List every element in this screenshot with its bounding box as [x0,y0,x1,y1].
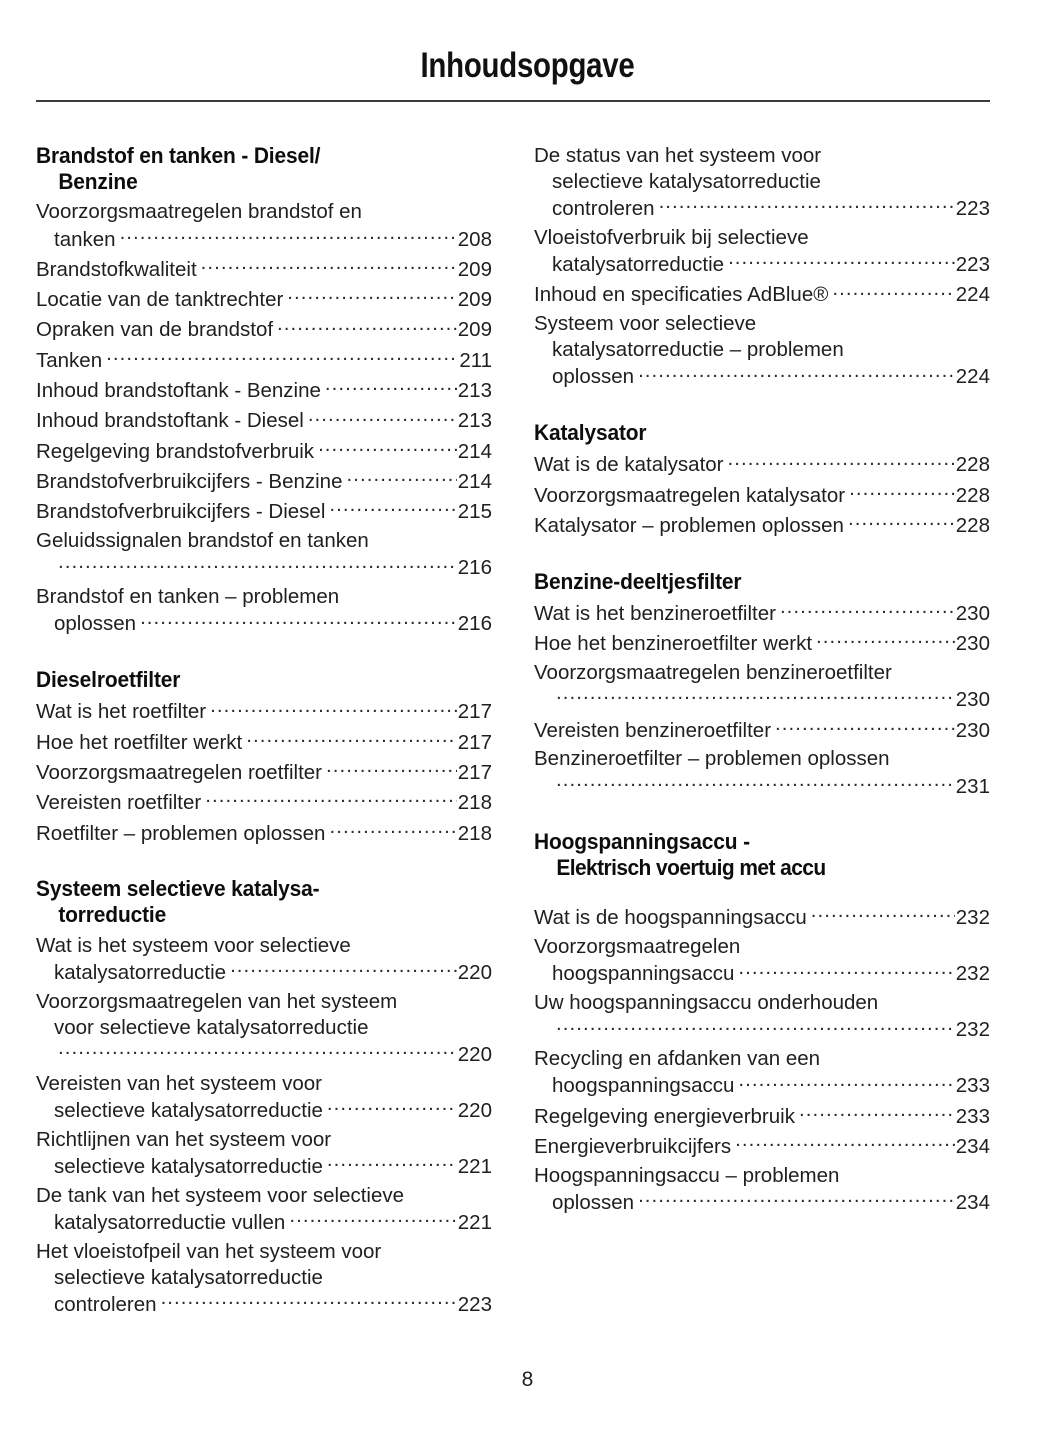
toc-entry-label: Wat is het roetfilter [36,700,207,724]
dot-leader [205,789,457,810]
section-heading-continuation: Benzine [58,168,138,194]
toc-entry-page-number: 217 [457,730,492,754]
dot-leader [347,467,457,488]
dot-leader [811,904,955,925]
dot-leader [816,630,955,651]
toc-entry-page-number: 220 [457,1098,492,1122]
toc-entry[interactable] [534,281,990,308]
toc-entry[interactable] [36,498,492,525]
toc-entry-page-number: 232 [955,962,990,986]
toc-entry-label: Regelgeving brandstofverbruik [36,439,315,463]
dot-leader [775,716,955,737]
toc-section [534,829,990,1216]
toc-entry-label: Systeem voor selectieve [534,312,757,336]
toc-entry-page-number: 218 [457,821,492,845]
toc-entry-label: Brandstofverbruikcijfers - Diesel [36,500,326,524]
toc-entry[interactable] [36,584,492,637]
toc-entry[interactable] [534,1102,990,1129]
dot-leader [327,1096,457,1117]
toc-entry[interactable] [36,528,492,581]
toc-entry-page-number: 221 [457,1155,492,1179]
toc-section [36,143,492,637]
dot-leader [210,698,457,719]
toc-entry-label: Inhoud brandstoftank - Benzine [36,379,321,403]
toc-entry[interactable] [534,599,990,626]
toc-entry-label: Geluidssignalen brandstof en tanken [36,529,369,553]
toc-entry-label: Voorzorgsmaatregelen [534,935,741,958]
toc-entry[interactable] [534,481,990,508]
toc-entry-label: Brandstofverbruikcijfers - Benzine [36,469,343,493]
toc-entry[interactable] [534,660,990,713]
toc-section [36,667,492,846]
toc-entry[interactable] [534,511,990,538]
toc-entry-label: oplossen [552,1191,635,1215]
toc-entry[interactable] [36,789,492,816]
dot-leader [106,346,458,367]
toc-entry-label: Tanken [36,348,103,372]
toc-entry[interactable] [534,630,990,657]
toc-entry-page-number: 234 [955,1191,990,1215]
toc-entry[interactable] [36,346,492,373]
toc-entry-page-number: 233 [955,1104,990,1128]
toc-entry-label: Vloeistofverbruik bij selectieve [534,225,809,249]
toc-entry-label: Wat is het benzineroetfilter [534,601,776,625]
toc-entry-page-number: 216 [457,612,492,636]
toc-entry-page-number: 216 [457,556,492,580]
dot-leader [327,1153,457,1174]
toc-entry[interactable] [36,1127,492,1180]
toc-entry[interactable] [534,934,990,987]
dot-leader [246,728,457,749]
toc-entry[interactable] [36,467,492,494]
toc-entry-page-number: 214 [457,439,492,463]
dot-leader [318,437,457,458]
toc-entry-label: selectieve katalysatorreductie [552,169,821,193]
toc-entry-page-number: 228 [955,453,990,477]
toc-entry-label: Inhoud brandstoftank - Diesel [36,409,304,433]
toc-entry[interactable] [36,933,492,986]
section-heading: Dieselroetfilter [36,667,181,693]
toc-entry-label: Roetfilter – problemen oplossen [36,821,326,845]
toc-entry[interactable] [36,728,492,755]
dot-leader [556,686,955,707]
section-heading-continuation: torreductie [58,902,167,927]
toc-entry-page-number: 228 [955,483,990,507]
toc-entry-label: Recycling en afdanken van een [534,1047,821,1071]
toc-entry-label: selectieve katalysatorreductie [54,1155,323,1179]
toc-entry-list [534,143,990,390]
toc-entry[interactable] [36,255,492,282]
toc-entry-page-number: 224 [955,365,990,389]
toc-entry[interactable] [534,1163,990,1216]
toc-entry-label: Benzineroetfilter – problemen oplossen [534,747,890,771]
toc-entry[interactable] [534,1133,990,1160]
toc-entry-label: Regelgeving energieverbruik [534,1104,795,1128]
toc-entry-label: De status van het systeem voor [534,144,822,167]
toc-entry-page-number: 233 [955,1074,990,1098]
toc-entry[interactable] [36,437,492,464]
toc-entry[interactable] [36,407,492,434]
toc-entry[interactable] [534,143,990,222]
toc-entry-page-number: 232 [955,906,990,930]
dot-leader [326,758,457,779]
toc-entry-page-number: 215 [457,500,492,524]
toc-entry[interactable] [534,1046,990,1099]
toc-column-right [534,143,990,1321]
section-heading: Katalysator [534,420,647,446]
toc-entry-list [534,904,990,1216]
toc-entry-page-number: 232 [955,1018,990,1042]
toc-entry-label: Inhoud en specificaties AdBlue® [534,283,829,307]
toc-entry[interactable] [36,377,492,404]
toc-entry-label: selectieve katalysatorreductie [54,1265,323,1289]
toc-entry-label: hoogspanningsaccu [552,1074,735,1098]
toc-entry-label: Vereisten van het systeem voor [36,1071,323,1095]
toc-entry-label: Wat is de hoogspanningsaccu [534,906,807,930]
dot-leader [325,377,457,398]
toc-entry[interactable] [36,758,492,785]
toc-entry-page-number: 209 [457,288,492,312]
toc-entry[interactable] [534,716,990,743]
dot-leader [230,958,457,979]
toc-entry-label: oplossen [552,365,635,389]
toc-entry[interactable] [36,1071,492,1124]
toc-entry-label: Wat is de katalysator [534,453,724,477]
dot-leader [329,498,456,519]
toc-column-left [36,143,492,1321]
dot-leader [201,255,457,276]
dot-leader [140,610,457,631]
toc-entry-label: Vereisten benzineroetfilter [534,718,772,742]
dot-leader [849,481,955,502]
toc-entry-label: Het vloeistofpeil van het systeem voor [36,1239,382,1263]
dot-leader [638,363,955,384]
dot-leader [728,251,955,272]
dot-leader [287,286,456,307]
toc-entry-page-number: 213 [457,379,492,403]
dot-leader [728,451,955,472]
toc-entry[interactable] [534,746,990,799]
toc-entry-label: katalysatorreductie [54,960,227,984]
toc-entry-label: hoogspanningsaccu [552,962,735,986]
dot-leader [799,1102,955,1123]
dot-leader [738,960,954,981]
toc-entry-label: Voorzorgsmaatregelen benzineroetfilter [534,660,892,684]
toc-entry-page-number: 223 [955,253,990,277]
section-heading: Benzine-deeltjesfilter [534,568,742,594]
toc-entry-label: Hoogspanningsaccu – problemen [534,1163,840,1187]
toc-entry-page-number: 230 [955,688,990,712]
toc-entry-label: Brandstofkwaliteit [36,257,197,281]
toc-entry-label: katalysatorreductie vullen [54,1211,286,1235]
toc-entry[interactable] [36,698,492,725]
toc-section [534,420,990,539]
toc-entry-page-number: 230 [955,718,990,742]
toc-entry-page-number: 211 [459,348,492,372]
toc-entry-label: Katalysator – problemen oplossen [534,513,844,537]
dot-leader [329,819,456,840]
toc-section [534,143,990,390]
toc-entry-page-number: 218 [457,791,492,815]
dot-leader [308,407,457,428]
toc-entry-label: De tank van het systeem voor selectieve [36,1183,405,1207]
toc-entry-page-number: 214 [457,469,492,493]
toc-entry-label: Opraken van de brandstof [36,318,274,342]
toc-entry-list [36,933,492,1318]
page-folio: 8 [521,1368,534,1391]
dot-leader [638,1189,955,1210]
toc-entry-label: Richtlijnen van het systeem voor [36,1127,332,1151]
toc-entry[interactable] [36,989,492,1068]
toc-entry-page-number: 231 [955,774,990,798]
toc-entry-list [36,698,492,846]
section-heading-continuation: Elektrisch voertuig met accu [556,855,826,881]
toc-entry[interactable] [534,990,990,1043]
toc-entry-label: controleren [54,1293,157,1316]
toc-entry-label: Voorzorgsmaatregelen roetfilter [36,760,323,784]
toc-entry-label: katalysatorreductie [552,253,725,277]
toc-section [534,569,990,800]
dot-leader [848,511,955,532]
toc-entry-list [534,451,990,539]
toc-entry-page-number: 228 [955,513,990,537]
toc-entry-label: Locatie van de tanktrechter [36,288,284,312]
dot-leader [556,772,955,793]
dot-leader [58,1040,457,1061]
toc-entry[interactable] [36,1239,492,1318]
toc-entry-label: Hoe het benzineroetfilter werkt [534,632,813,656]
toc-entry-label: Voorzorgsmaatregelen brandstof en [36,200,362,224]
toc-entry-label: Voorzorgsmaatregelen katalysator [534,483,846,507]
toc-entry-list [534,599,990,799]
toc-section [36,876,492,1317]
toc-entry-page-number: 209 [457,257,492,281]
toc-columns [36,143,990,1321]
toc-entry[interactable] [534,225,990,278]
toc-entry-page-number: 223 [955,197,990,221]
toc-entry-label: Vereisten roetfilter [36,791,202,815]
toc-entry-label: Uw hoogspanningsaccu onderhouden [534,991,879,1015]
dot-leader [659,195,955,216]
toc-entry-label: voor selectieve katalysatorreductie [54,1015,369,1039]
toc-entry-page-number: 234 [955,1135,990,1159]
toc-entry[interactable] [36,1183,492,1236]
toc-entry-page-number: 221 [457,1211,492,1235]
toc-entry-page-number: 224 [955,283,990,307]
toc-entry-page-number: 217 [457,760,492,784]
toc-entry[interactable] [534,451,990,478]
toc-entry-page-number: 223 [457,1293,492,1316]
dot-leader [120,225,457,246]
toc-entry[interactable] [534,904,990,931]
dot-leader [277,316,457,337]
toc-entry-page-number: 208 [457,227,492,251]
toc-entry-page-number: 230 [955,601,990,625]
dot-leader [832,281,954,302]
dot-leader [738,1072,954,1093]
toc-entry[interactable] [36,199,492,252]
toc-entry-label: Wat is het systeem voor selectieve [36,933,351,957]
toc-entry[interactable] [36,286,492,313]
toc-entry[interactable] [36,819,492,846]
header-divider [36,100,990,102]
dot-leader [289,1209,456,1230]
toc-entry[interactable] [534,311,990,390]
section-heading: Hoogspanningsaccu - Elektrisch voertuig met accu [534,829,958,880]
page-title: Inhoudsopgave [420,46,635,85]
toc-entry-page-number: 220 [457,960,492,984]
section-heading: Systeem selectieve katalysa- torreductie [36,876,460,927]
toc-entry-label: oplossen [54,612,137,636]
toc-entry-page-number: 209 [457,318,492,342]
toc-entry-page-number: 230 [955,632,990,656]
dot-leader [780,599,955,620]
toc-entry-page-number: 220 [457,1042,492,1066]
toc-entry-list [36,199,492,637]
toc-entry-label: Voorzorgsmaatregelen van het systeem [36,989,398,1013]
dot-leader [58,554,457,575]
section-heading: Brandstof en tanken - Diesel/ Benzine [36,143,460,194]
toc-entry-label: selectieve katalysatorreductie [54,1098,323,1122]
dot-leader [735,1133,955,1154]
toc-entry-label: katalysatorreductie – problemen [552,338,844,362]
toc-entry-label: Brandstof en tanken – problemen [36,585,340,609]
dot-leader [161,1291,457,1312]
dot-leader [556,1016,955,1037]
toc-entry-label: controleren [552,197,655,221]
toc-entry-page-number: 213 [457,409,492,433]
toc-entry-label: tanken [54,227,116,251]
toc-entry-label: Hoe het roetfilter werkt [36,730,243,754]
toc-entry[interactable] [36,316,492,343]
toc-entry-page-number: 217 [457,700,492,724]
toc-entry-label: Energieverbruikcijfers [534,1135,732,1159]
